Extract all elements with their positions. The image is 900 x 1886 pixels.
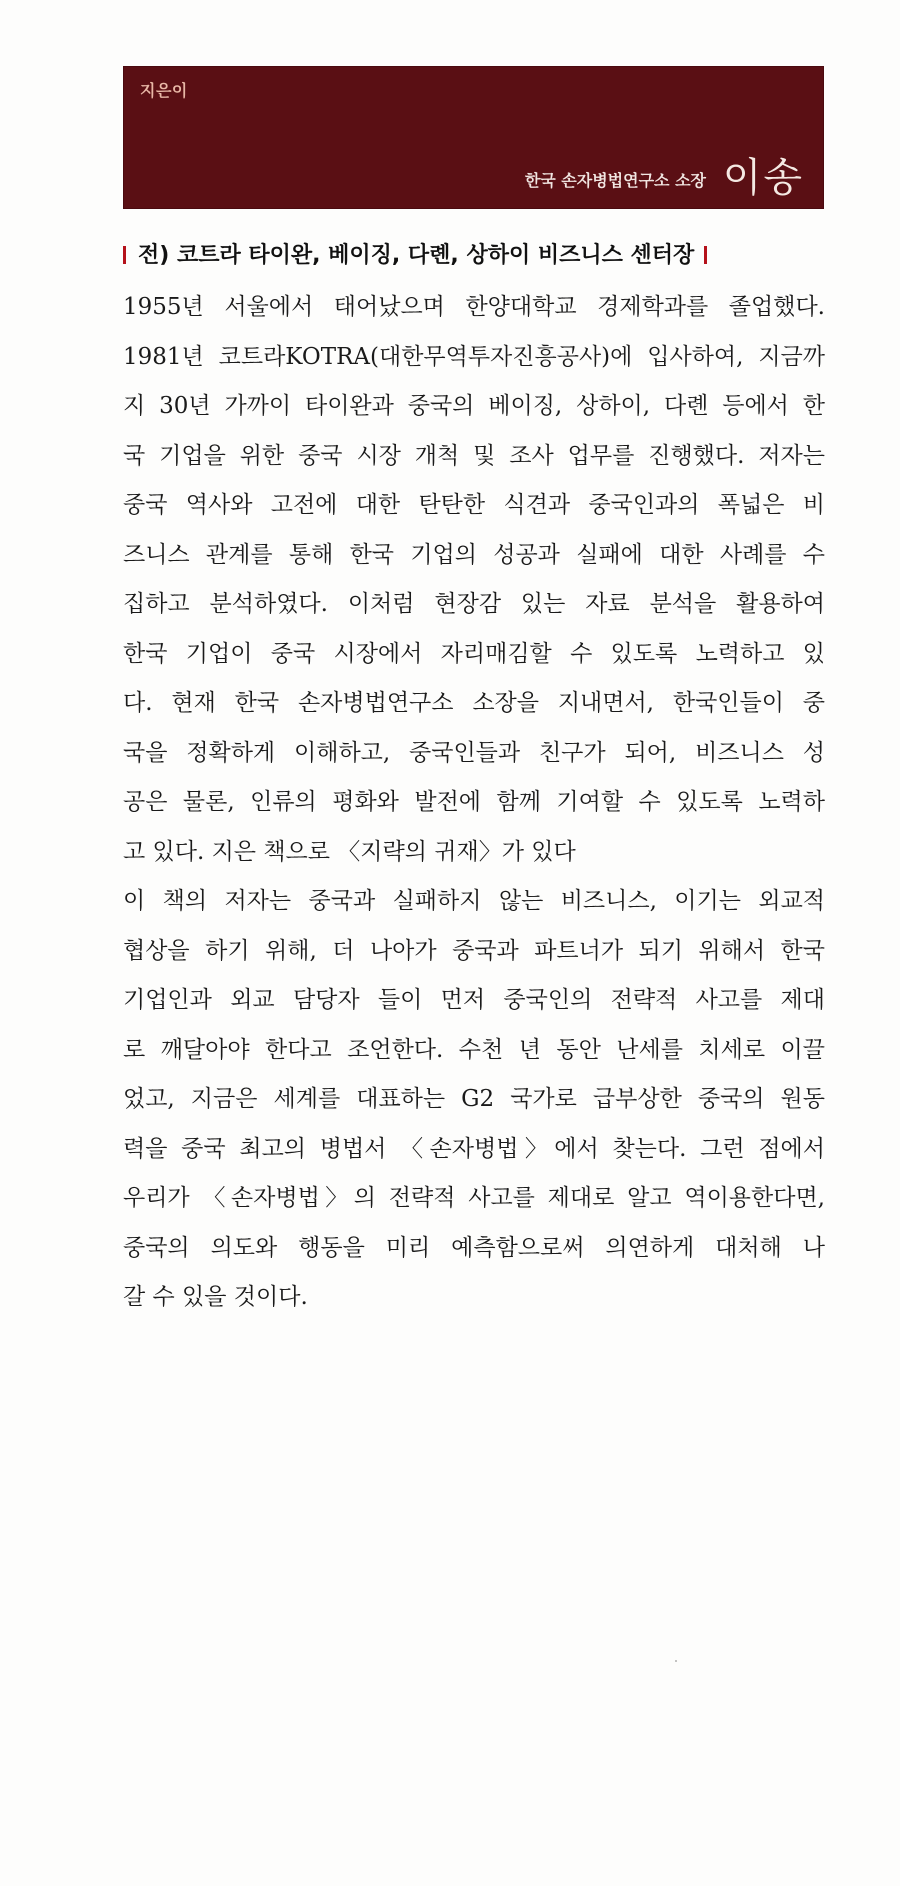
author-role: 한국 손자병법연구소 소장 (524, 171, 706, 190)
bio-line: 중국 역사와 고전에 대한 탄탄한 식견과 중국인과의 폭넓은 비 (123, 492, 825, 518)
summary-line: 기업인과 외교 담당자 들이 먼저 중국인의 전략적 사고를 제대 (123, 987, 825, 1013)
bio-line: 한국 기업이 중국 시장에서 자리매김할 수 있도록 노력하고 있 (123, 640, 825, 667)
summary-line: 우리가 〈손자병법〉의 전략적 사고를 제대로 알고 역이용한다면, (123, 1185, 825, 1211)
career-text: 전) 코트라 타이완, 베이징, 다롄, 상하이 비즈니스 센터장 (138, 243, 695, 268)
banner-label: 지은이 (140, 81, 188, 100)
bio-line: 집하고 분석하였다. 이처럼 현장감 있는 자료 분석을 활용하여 (123, 591, 825, 617)
summary-line: 중국의 의도와 행동을 미리 예측함으로써 의연하게 대처해 나 (123, 1234, 825, 1261)
summary-line: 협상을 하기 위해, 더 나아가 중국과 파트너가 되기 위해서 한국 (123, 937, 825, 964)
summary-line: 었고, 지금은 세계를 대표하는 G2 국가로 급부상한 중국의 원동 (123, 1086, 825, 1112)
bio-line: 지 30년 가까이 타이완과 중국의 베이징, 상하이, 다롄 등에서 한 (123, 393, 825, 419)
author-bio (123, 283, 825, 1323)
author-banner (123, 66, 824, 209)
bio-line: 1955년 서울에서 태어났으며 한양대학교 경제학과를 졸업했다. (123, 294, 825, 320)
bio-line: 공은 물론, 인류의 평화와 발전에 함께 기여할 수 있도록 노력하 (123, 789, 825, 815)
speck-mark (675, 1660, 677, 1662)
bio-line: 국 기업을 위한 중국 시장 개척 및 조사 업무를 진행했다. 저자는 (123, 442, 825, 469)
summary-line: 로 깨달아야 한다고 조언한다. 수천 년 동안 난세를 치세로 이끌 (123, 1036, 825, 1063)
summary-line: 갈 수 있을 것이다. (123, 1284, 308, 1310)
right-accent-bar (704, 246, 707, 264)
career-line (123, 238, 823, 269)
summary-line: 이 책의 저자는 중국과 실패하지 않는 비즈니스, 이기는 외교적 (123, 888, 825, 914)
summary-line: 력을 중국 최고의 병법서 〈손자병법〉에서 찾는다. 그런 점에서 (123, 1135, 825, 1162)
bio-line: 국을 정확하게 이해하고, 중국인들과 친구가 되어, 비즈니스 성 (123, 739, 825, 766)
bio-line: 1981년 코트라KOTRA(대한무역투자진흥공사)에 입사하여, 지금까 (123, 343, 825, 370)
bio-line: 고 있다. 지은 책으로 〈지략의 귀재〉가 있다 (123, 838, 576, 865)
left-accent-bar (123, 246, 126, 264)
author-name: 이송 (722, 155, 804, 201)
bio-line: 즈니스 관계를 통해 한국 기업의 성공과 실패에 대한 사례를 수 (123, 541, 825, 568)
bio-line: 다. 현재 한국 손자병법연구소 소장을 지내면서, 한국인들이 중 (123, 690, 825, 716)
